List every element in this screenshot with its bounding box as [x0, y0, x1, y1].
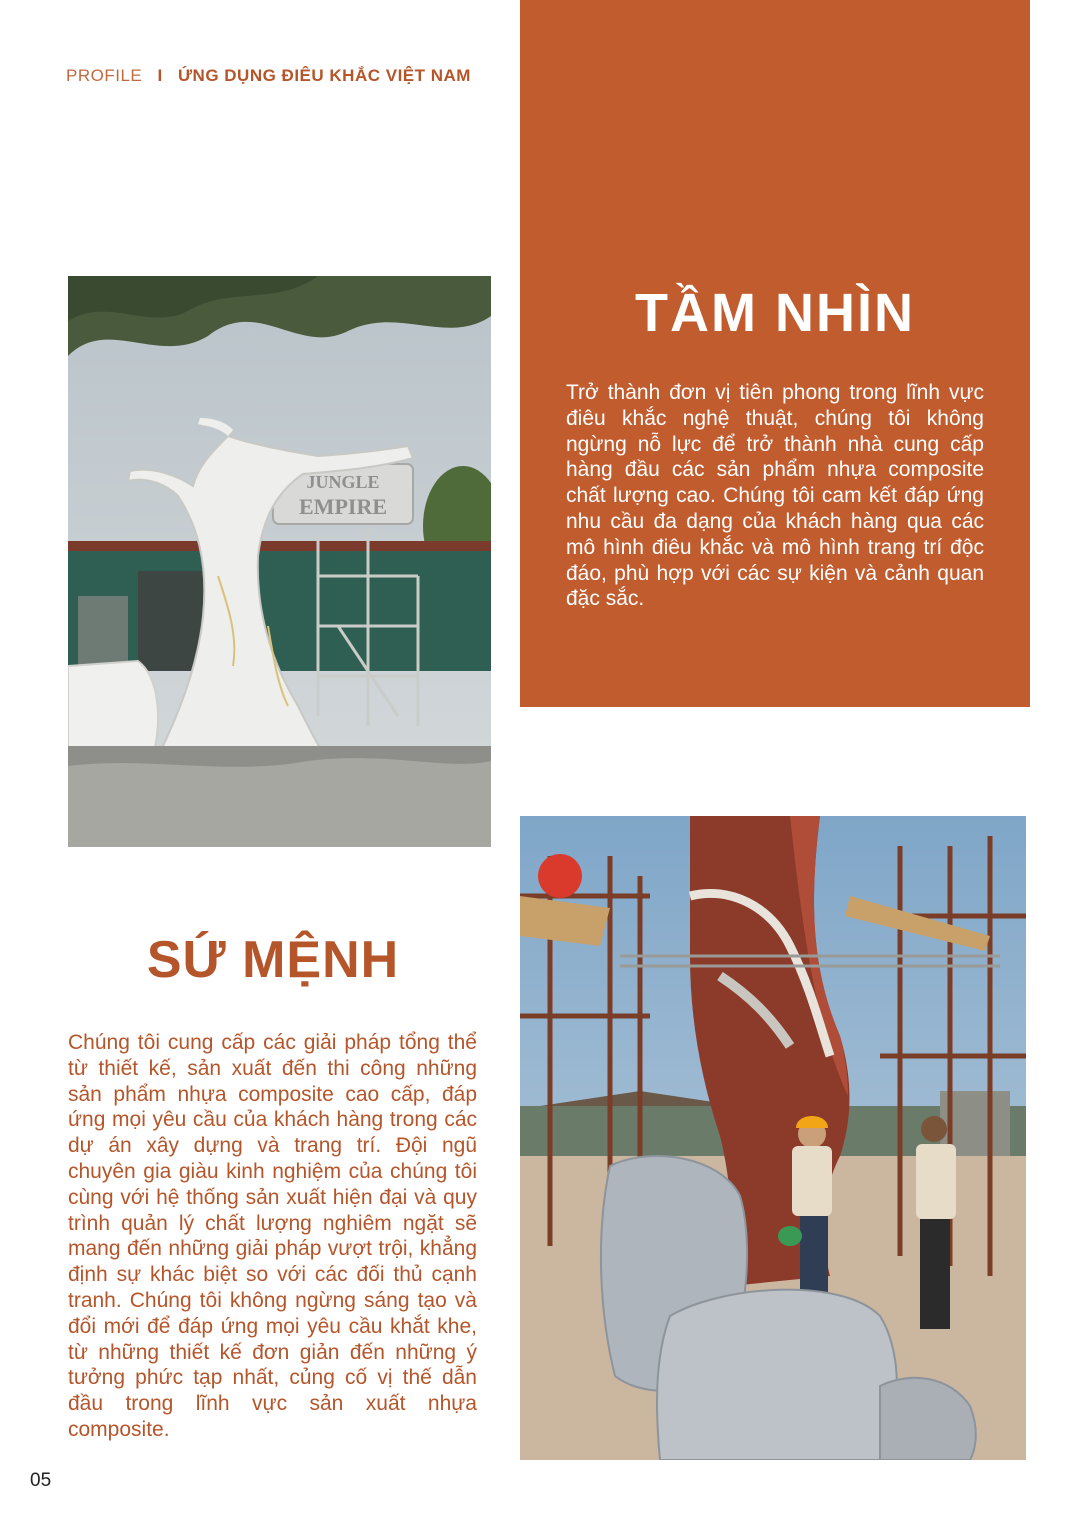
header-profile-label: PROFILE [66, 66, 143, 85]
vision-text: Trở thành đơn vị tiên phong trong lĩnh vực điêu khắc nghệ thuật, chúng tôi không ngừng nỗ lực để trở thành nhà cung cấp hàng đầu các sản phẩm nhựa composite chất lượng cao. Chúng tôi cam kết đáp ứng nhu cầu đa dạng của khách hàng qua các mô hình điêu khắc và mô hình trang trí độc đáo, phù hợp với các sự kiện và cảnh quan đặc sắc. [566, 381, 984, 611]
page-number: 05 [30, 1470, 52, 1491]
vision-title: TẦM NHÌN [635, 283, 915, 343]
sign-line-1: JUNGLE [306, 472, 380, 492]
workers-scaffold-illustration [520, 816, 1026, 1460]
workers-scaffold-photo [520, 816, 1026, 1460]
page-header [66, 66, 471, 86]
sculpture-tree-illustration [68, 276, 491, 847]
header-brand-name: ỨNG DỤNG ĐIÊU KHẮC VIỆT NAM [177, 66, 471, 85]
vision-panel [520, 0, 1030, 707]
mission-title: SỨ MỆNH [146, 931, 400, 989]
sculpture-tree-photo [68, 276, 491, 847]
header-separator: I [157, 66, 163, 85]
mission-text: Chúng tôi cung cấp các giải pháp tổng thể từ thiết kế, sản xuất đến thi công những sản phẩm nhựa composite cao cấp, đáp ứng mọi yêu cầu của khách hàng trong các dự án xây dựng và trang trí. Đội ngũ chuyên gia giàu kinh nghiệm của chúng tôi cùng với hệ thống sản xuất hiện đại và quy trình quản lý chất lượng nghiêm ngặt sẽ mang đến những giải pháp vượt trội, khẳng định sự khác biệt so với các đối thủ cạnh tranh. Chúng tôi không ngừng sáng tạo và đổi mới để đáp ứng mọi yêu cầu khắt khe, từ những thiết kế đơn giản đến những ý tưởng phức tạp nhất, củng cố vị thế dẫn đầu trong lĩnh vực sản xuất nhựa composite. [68, 1031, 477, 1441]
sign-line-2: EMPIRE [299, 494, 387, 519]
